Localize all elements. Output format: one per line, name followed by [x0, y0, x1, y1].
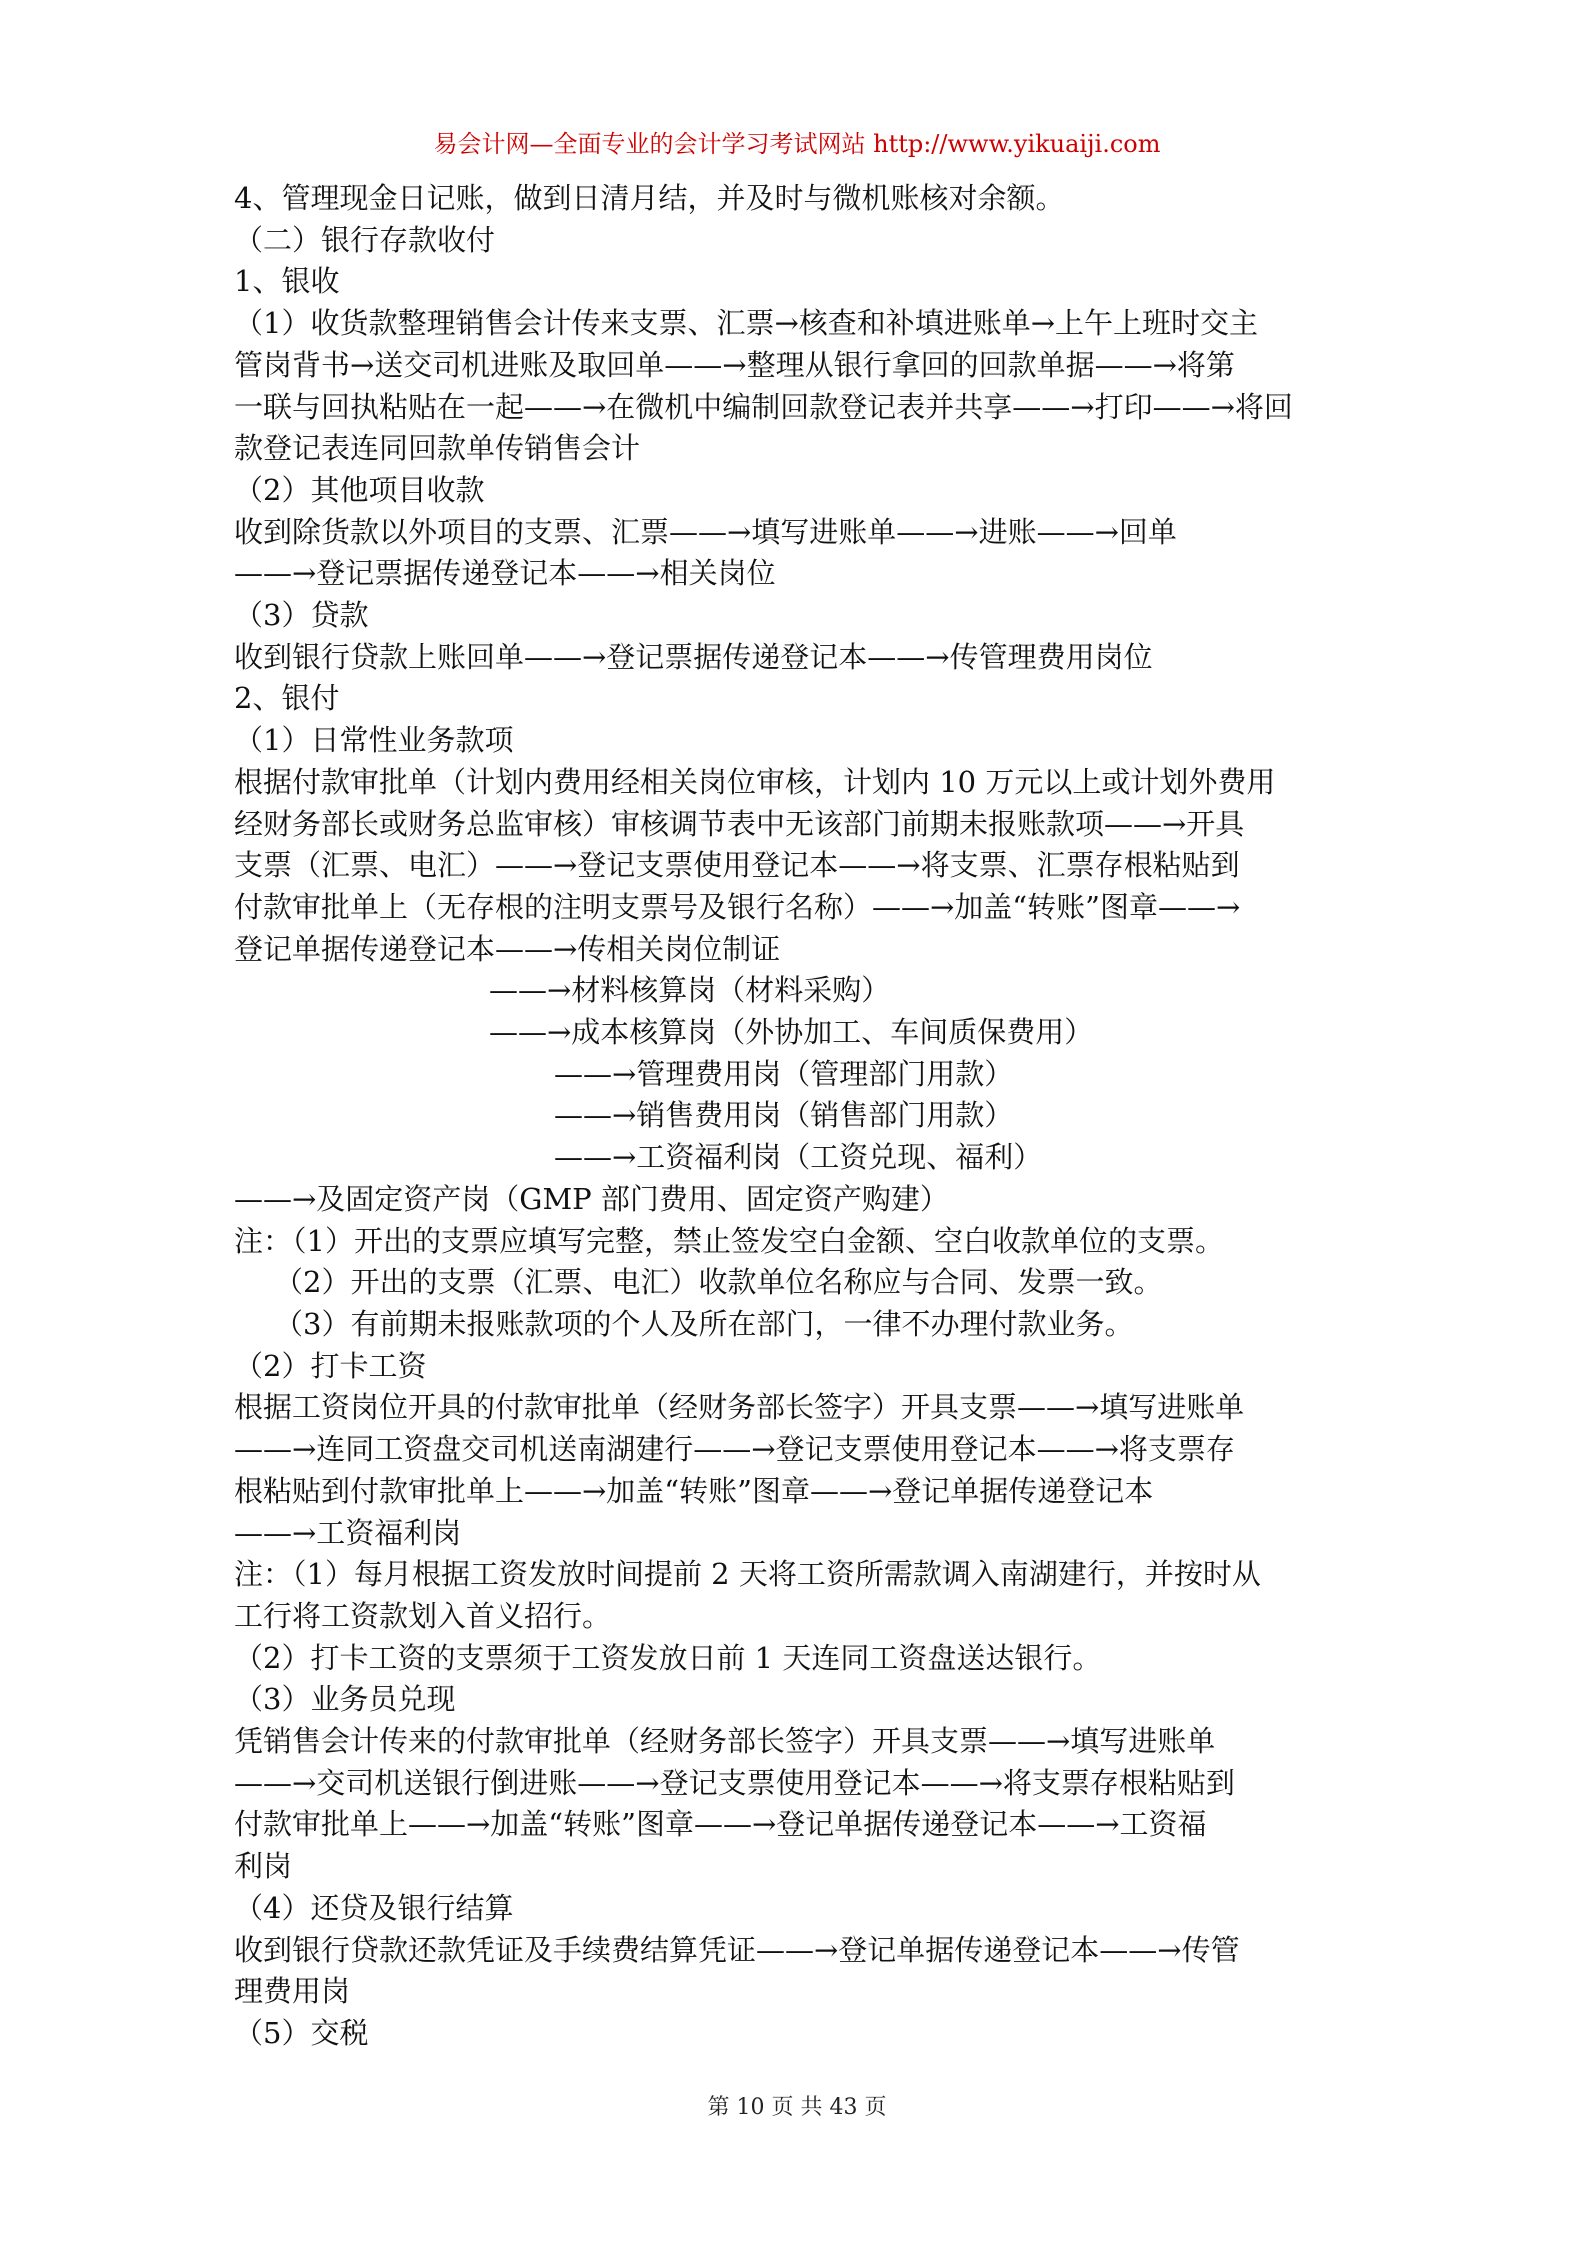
- text-line: ——→登记票据传递登记本——→相关岗位: [234, 556, 776, 591]
- site-header: 易会计网—全面专业的会计学习考试网站 http://www.yikuaiji.com: [433, 130, 1161, 158]
- subsection-heading: （4）还贷及银行结算: [234, 1890, 514, 1925]
- note-line: 工行将工资款划入首义招行。: [234, 1598, 612, 1633]
- text-line: 付款审批单上——→加盖“转账”图章——→登记单据传递登记本——→工资福: [234, 1807, 1207, 1842]
- note-line: 注：（1）每月根据工资发放时间提前 2 天将工资所需款调入南湖建行，并按时从: [234, 1557, 1261, 1592]
- flow-branch-line: ——→材料核算岗（材料采购）: [489, 973, 891, 1008]
- document-body: [234, 178, 1384, 2055]
- text-line: 收到除货款以外项目的支票、汇票——→填写进账单——→进账——→回单: [234, 514, 1177, 549]
- subsection-heading: （2）打卡工资: [234, 1348, 427, 1383]
- text-line: 收到银行贷款还款凭证及手续费结算凭证——→登记单据传递登记本——→传管: [234, 1932, 1240, 1967]
- subsection-heading: （3）贷款: [234, 598, 369, 633]
- text-line: 根粘贴到付款审批单上——→加盖“转账”图章——→登记单据传递登记本: [234, 1473, 1154, 1508]
- text-line: 支票（汇票、电汇）——→登记支票使用登记本——→将支票、汇票存根粘贴到: [234, 848, 1240, 883]
- text-line: 4、管理现金日记账，做到日清月结，并及时与微机账核对余额。: [234, 181, 1065, 215]
- section-heading: （二）银行存款收付: [234, 222, 496, 257]
- flow-branch-line: ——→工资福利岗（工资兑现、福利）: [554, 1140, 1043, 1175]
- text-line: 经财务部长或财务总监审核）审核调节表中无该部门前期未报账款项——→开具: [234, 806, 1245, 841]
- flow-branch-line: ——→管理费用岗（管理部门用款）: [554, 1056, 1014, 1091]
- text-line: （1）收货款整理销售会计传来支票、汇票→核查和补填进账单→上午上班时交主: [234, 306, 1259, 341]
- text-line: ——→交司机送银行倒进账——→登记支票使用登记本——→将支票存根粘贴到: [234, 1765, 1235, 1800]
- text-line: 款登记表连同回款单传销售会计: [234, 431, 641, 466]
- subsection-heading: （5）交税: [234, 2015, 369, 2050]
- note-line: （2）打卡工资的支票须于工资发放日前 1 天连同工资盘送达银行。: [234, 1640, 1102, 1675]
- subsection-heading: 1、银收: [234, 264, 340, 299]
- subsection-heading: 2、银付: [234, 681, 340, 716]
- text-line: 凭销售会计传来的付款审批单（经财务部长签字）开具支票——→填写进账单: [234, 1724, 1216, 1759]
- text-line: 理费用岗: [234, 1974, 351, 2009]
- text-line: 根据工资岗位开具的付款审批单（经财务部长签字）开具支票——→填写进账单: [234, 1390, 1245, 1425]
- text-line: 一联与回执粘贴在一起——→在微机中编制回款登记表并共享——→打印——→将回: [234, 389, 1293, 424]
- flow-branch-line: ——→销售费用岗（销售部门用款）: [554, 1098, 1014, 1133]
- subsection-heading: （2）其他项目收款: [234, 472, 485, 507]
- note-line: （3）有前期未报账款项的个人及所在部门，一律不办理付款业务。: [274, 1306, 1134, 1341]
- subsection-heading: （3）业务员兑现: [234, 1682, 456, 1717]
- note-line: （2）开出的支票（汇票、电汇）收款单位名称应与合同、发票一致。: [274, 1265, 1163, 1300]
- note-line: 注：（1）开出的支票应填写完整，禁止签发空白金额、空白收款单位的支票。: [234, 1223, 1224, 1258]
- text-line: 付款审批单上（无存根的注明支票号及银行名称）——→加盖“转账”图章——→: [234, 889, 1241, 924]
- text-line: ——→连同工资盘交司机送南湖建行——→登记支票使用登记本——→将支票存: [234, 1432, 1235, 1467]
- flow-branch-line: ——→及固定资产岗（GMP 部门费用、固定资产购建）: [234, 1181, 949, 1216]
- page-number: 第 10 页 共 43 页: [707, 2095, 887, 2120]
- text-line: 收到银行贷款上账回单——→登记票据传递登记本——→传管理费用岗位: [234, 639, 1153, 674]
- text-line: 登记单据传递登记本——→传相关岗位制证: [234, 931, 781, 966]
- text-line: 管岗背书→送交司机进账及取回单——→整理从银行拿回的回款单据——→将第: [234, 347, 1235, 382]
- flow-branch-line: ——→成本核算岗（外协加工、车间质保费用）: [489, 1015, 1094, 1050]
- text-line: 根据付款审批单（计划内费用经相关岗位审核，计划内 10 万元以上或计划外费用: [234, 764, 1276, 799]
- text-line: ——→工资福利岗: [234, 1515, 462, 1550]
- subsection-heading: （1）日常性业务款项: [234, 723, 514, 758]
- text-line: 利岗: [234, 1849, 293, 1884]
